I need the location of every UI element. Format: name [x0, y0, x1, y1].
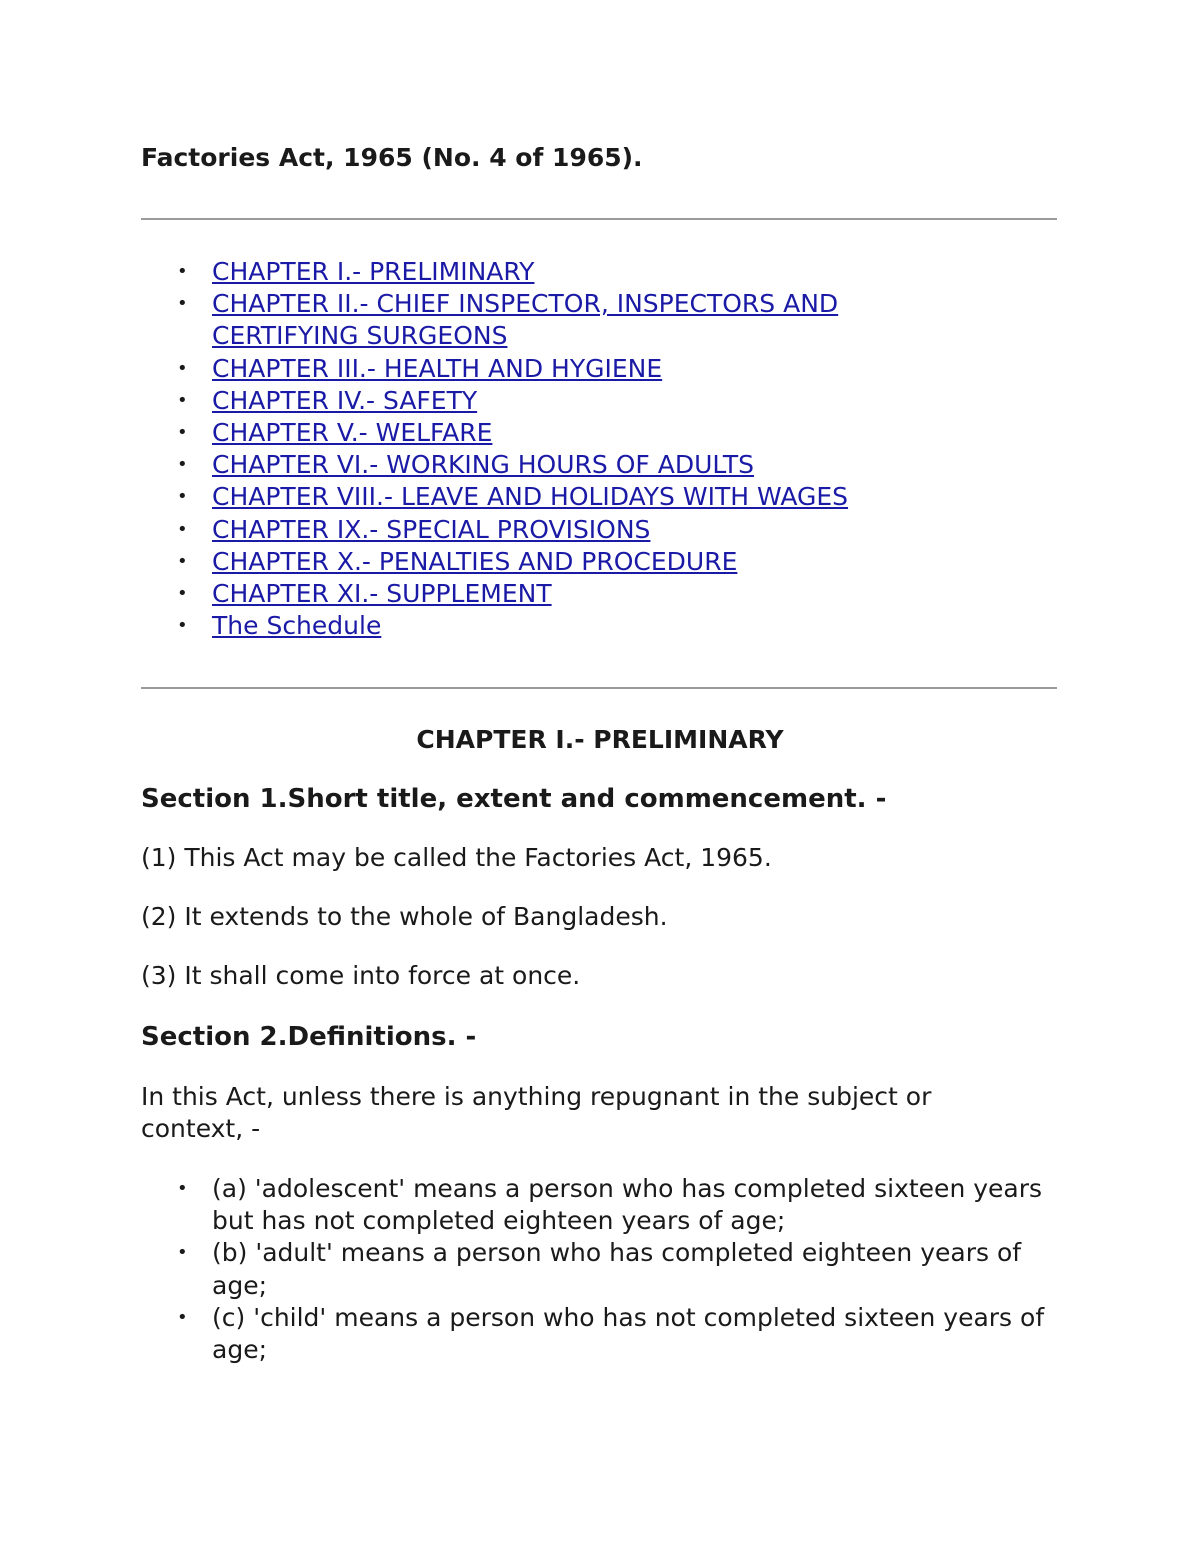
section-1-paragraph-3: (3) It shall come into force at once. — [141, 961, 581, 990]
section-1-heading: Section 1.Short title, extent and commencement. - — [141, 784, 887, 814]
toc-link-chapter-3[interactable]: CHAPTER III.- HEALTH AND HYGIENE — [212, 353, 663, 383]
definition-item: • (a) 'adolescent' means a person who has completed sixteen years but has not completed eighteen years of age; — [212, 1173, 1052, 1237]
chapter-heading: CHAPTER I.- PRELIMINARY — [416, 725, 784, 754]
definition-item: • (b) 'adult' means a person who has completed eighteen years of age; — [212, 1237, 1052, 1301]
toc-link-chapter-11[interactable]: CHAPTER XI.- SUPPLEMENT — [212, 579, 552, 609]
definition-item: • (c) 'child' means a person who has not completed sixteen years of age; — [212, 1302, 1052, 1366]
toc-item — [212, 256, 992, 288]
divider-bottom — [141, 687, 1057, 689]
toc-item — [212, 546, 992, 578]
toc-item — [212, 385, 992, 417]
toc-link-chapter-6[interactable]: CHAPTER VI.- WORKING HOURS OF ADULTS — [212, 450, 755, 480]
toc-link-chapter-10[interactable]: CHAPTER X.- PENALTIES AND PROCEDURE — [212, 546, 738, 576]
toc-item — [212, 417, 992, 449]
toc-item — [212, 288, 992, 352]
section-2-heading: Section 2.Definitions. - — [141, 1022, 477, 1052]
toc-link-chapter-5[interactable]: CHAPTER V.- WELFARE — [212, 418, 493, 448]
toc-item — [212, 481, 992, 513]
section-1-paragraph-2: (2) It extends to the whole of Bangladesh. — [141, 902, 668, 931]
toc-item — [212, 514, 992, 546]
toc-link-schedule[interactable]: The Schedule — [212, 611, 382, 641]
document-title: Factories Act, 1965 (No. 4 of 1965). — [141, 143, 643, 172]
toc-item — [212, 449, 992, 481]
toc-link-chapter-8[interactable]: CHAPTER VIII.- LEAVE AND HOLIDAYS WITH WAGES — [212, 482, 849, 512]
divider-top — [141, 218, 1057, 220]
toc-item — [212, 353, 992, 385]
section-2-intro: In this Act, unless there is anything repugnant in the subject or context, - — [141, 1082, 932, 1143]
toc-link-chapter-2[interactable]: CHAPTER II.- CHIEF INSPECTOR, INSPECTORS AND CERTIFYING SURGEONS — [212, 289, 839, 351]
definitions-list — [141, 1173, 1052, 1366]
toc-link-chapter-4[interactable]: CHAPTER IV.- SAFETY — [212, 385, 478, 415]
toc-link-chapter-1[interactable]: CHAPTER I.- PRELIMINARY — [212, 257, 535, 286]
section-1-paragraph-1: (1) This Act may be called the Factories Act, 1965. — [141, 843, 772, 872]
table-of-contents — [141, 256, 992, 642]
toc-item — [212, 610, 992, 642]
toc-item — [212, 578, 992, 610]
toc-link-chapter-9[interactable]: CHAPTER IX.- SPECIAL PROVISIONS — [212, 514, 651, 544]
